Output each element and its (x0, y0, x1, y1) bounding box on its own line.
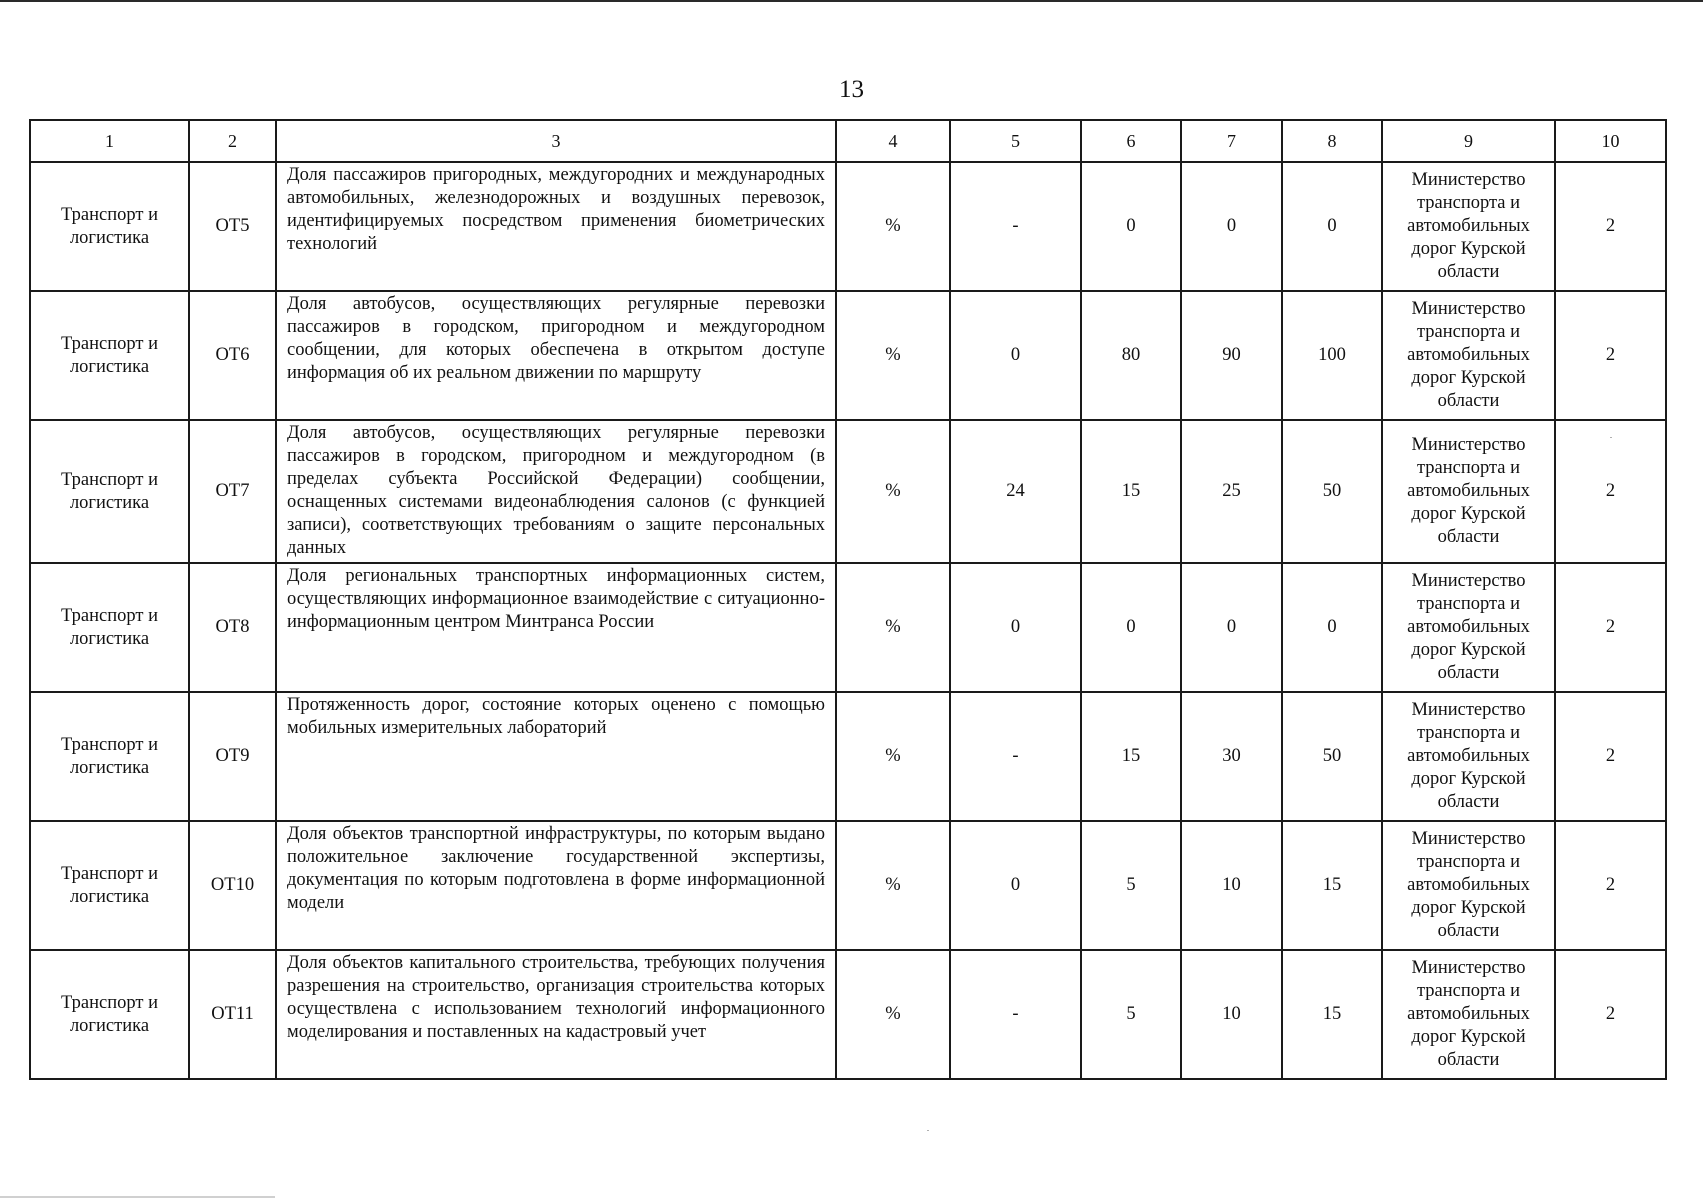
value-col8-cell: 0 (1282, 563, 1382, 692)
column-number-5: 5 (950, 120, 1081, 162)
unit-cell: % (836, 821, 950, 950)
sector-cell: Транспорт и логистика (30, 950, 189, 1079)
indicator-description: Доля автобусов, осуществляющих регулярные перевозки пассажиров в городском, пригородном и междугородном сообщении, для которых обеспечена в открытом доступе информация об их реальном движении по маршруту (276, 291, 836, 420)
value-col7-cell: 10 (1181, 821, 1282, 950)
table-row (30, 821, 1666, 950)
value-col7-cell: 0 (1181, 563, 1282, 692)
responsible-cell: Министерство транспорта и автомобильных дорог Курской области (1382, 563, 1555, 692)
value-col8-cell: 15 (1282, 821, 1382, 950)
responsible-cell: Министерство транспорта и автомобильных дорог Курской области (1382, 420, 1555, 563)
base-value-cell: 0 (950, 821, 1081, 950)
sector-cell: Транспорт и логистика (30, 692, 189, 821)
column-number-7: 7 (1181, 120, 1282, 162)
value-col10-cell: 2 (1555, 692, 1666, 821)
indicator-code: ОТ9 (189, 692, 276, 821)
sector-cell: Транспорт и логистика (30, 291, 189, 420)
base-value-cell: 24 (950, 420, 1081, 563)
indicator-description: Доля объектов транспортной инфраструктуры, по которым выдано положительное заключение государственной экспертизы, документация по которым подготовлена в форме информационной модели (276, 821, 836, 950)
table-row (30, 563, 1666, 692)
indicator-code: ОТ10 (189, 821, 276, 950)
value-col10-cell: 2 (1555, 420, 1666, 563)
scan-speck (1610, 437, 1612, 438)
column-number-3: 3 (276, 120, 836, 162)
value-col6-cell: 5 (1081, 821, 1181, 950)
indicators-table (29, 119, 1667, 1080)
unit-cell: % (836, 950, 950, 1079)
indicator-description: Доля пассажиров пригородных, междугородних и международных автомобильных, железнодорожных и воздушных перевозок, идентифицируемых посредством применения биометрических технологий (276, 162, 836, 291)
value-col8-cell: 0 (1282, 162, 1382, 291)
unit-cell: % (836, 162, 950, 291)
scan-speck (927, 1130, 929, 1131)
base-value-cell: 0 (950, 563, 1081, 692)
base-value-cell: 0 (950, 291, 1081, 420)
indicator-code: ОТ5 (189, 162, 276, 291)
responsible-cell: Министерство транспорта и автомобильных дорог Курской области (1382, 291, 1555, 420)
value-col10-cell: 2 (1555, 950, 1666, 1079)
indicator-description: Доля автобусов, осуществляющих регулярные перевозки пассажиров в городском, пригородном и междугородном (в пределах субъекта Российской Федерации) сообщении, оснащенных системами видеонаблюдения салонов (с функцией записи), соответствующих требованиям о защите персональных данных (276, 420, 836, 563)
table-row (30, 950, 1666, 1079)
value-col7-cell: 25 (1181, 420, 1282, 563)
sector-cell: Транспорт и логистика (30, 821, 189, 950)
table-row (30, 692, 1666, 821)
value-col7-cell: 90 (1181, 291, 1282, 420)
unit-cell: % (836, 420, 950, 563)
value-col8-cell: 100 (1282, 291, 1382, 420)
base-value-cell: - (950, 162, 1081, 291)
indicator-code: ОТ6 (189, 291, 276, 420)
column-number-4: 4 (836, 120, 950, 162)
sector-cell: Транспорт и логистика (30, 563, 189, 692)
unit-cell: % (836, 563, 950, 692)
column-number-10: 10 (1555, 120, 1666, 162)
column-number-6: 6 (1081, 120, 1181, 162)
responsible-cell: Министерство транспорта и автомобильных дорог Курской области (1382, 692, 1555, 821)
value-col8-cell: 15 (1282, 950, 1382, 1079)
indicator-code: ОТ7 (189, 420, 276, 563)
responsible-cell: Министерство транспорта и автомобильных дорог Курской области (1382, 162, 1555, 291)
indicator-description: Доля объектов капитального строительства, требующих получения разрешения на строительство, организация строительства которых осуществлена с использованием технологий информационного моделирования и поставленных на кадастровый учет (276, 950, 836, 1079)
value-col10-cell: 2 (1555, 563, 1666, 692)
value-col8-cell: 50 (1282, 692, 1382, 821)
value-col6-cell: 80 (1081, 291, 1181, 420)
sector-cell: Транспорт и логистика (30, 420, 189, 563)
column-number-2: 2 (189, 120, 276, 162)
value-col6-cell: 5 (1081, 950, 1181, 1079)
indicator-description: Доля региональных транспортных информационных систем, осуществляющих информационное взаимодействие с ситуационно-информационным центром Минтранса России (276, 563, 836, 692)
sector-cell: Транспорт и логистика (30, 162, 189, 291)
value-col10-cell: 2 (1555, 291, 1666, 420)
value-col7-cell: 0 (1181, 162, 1282, 291)
unit-cell: % (836, 692, 950, 821)
base-value-cell: - (950, 692, 1081, 821)
value-col6-cell: 15 (1081, 420, 1181, 563)
value-col6-cell: 15 (1081, 692, 1181, 821)
value-col7-cell: 30 (1181, 692, 1282, 821)
unit-cell: % (836, 291, 950, 420)
value-col6-cell: 0 (1081, 162, 1181, 291)
value-col7-cell: 10 (1181, 950, 1282, 1079)
table-row (30, 420, 1666, 563)
responsible-cell: Министерство транспорта и автомобильных дорог Курской области (1382, 950, 1555, 1079)
column-number-row (30, 120, 1666, 162)
indicator-code: ОТ8 (189, 563, 276, 692)
page-number: 13 (839, 76, 864, 103)
table-row (30, 162, 1666, 291)
indicator-description: Протяженность дорог, состояние которых оценено с помощью мобильных измерительных лабораторий (276, 692, 836, 821)
scan-bottom-edge (0, 1196, 275, 1198)
table-row (30, 291, 1666, 420)
column-number-1: 1 (30, 120, 189, 162)
value-col6-cell: 0 (1081, 563, 1181, 692)
scan-top-edge (0, 0, 1703, 2)
column-number-9: 9 (1382, 120, 1555, 162)
value-col8-cell: 50 (1282, 420, 1382, 563)
base-value-cell: - (950, 950, 1081, 1079)
column-number-8: 8 (1282, 120, 1382, 162)
value-col10-cell: 2 (1555, 162, 1666, 291)
value-col10-cell: 2 (1555, 821, 1666, 950)
indicator-code: ОТ11 (189, 950, 276, 1079)
responsible-cell: Министерство транспорта и автомобильных дорог Курской области (1382, 821, 1555, 950)
